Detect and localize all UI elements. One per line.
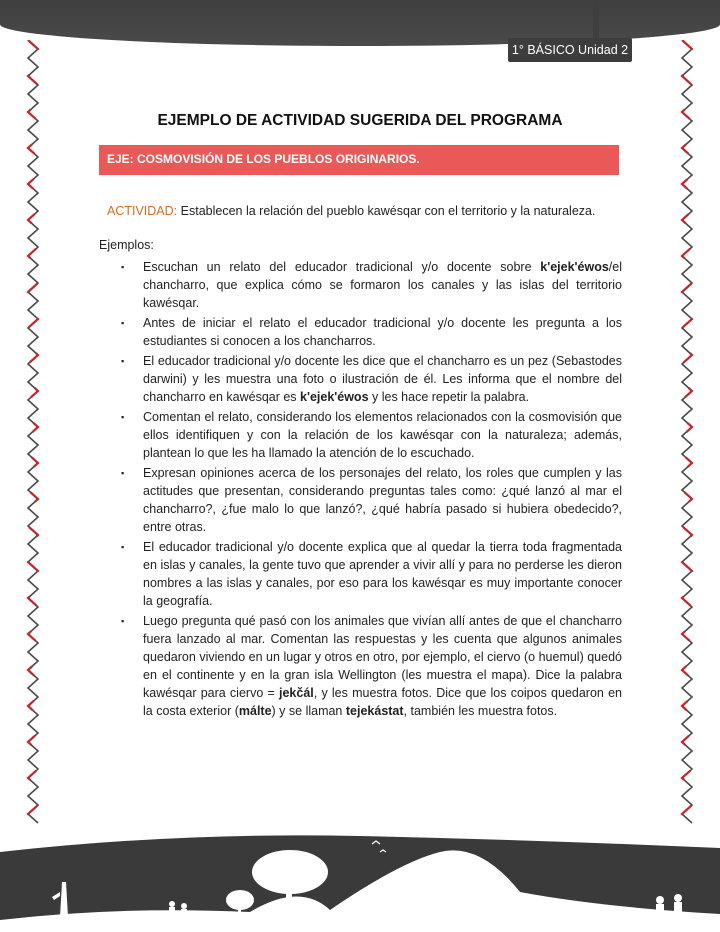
bullet-text: Luego pregunta qué pasó con los animales que vivían allí antes de que el chancharro fuera lanzado al mar. Comentan las respuestas y les cuenta que algunos animales quedaron viviendo en un lugar y otros en otro, por ejemplo, el ciervo (o huemul) quedó en el continente y en la gran isla Wellington (les muestra el mapa). Dice la palabra kawésqar para ciervo = <box>143 614 622 700</box>
unit-badge-stem <box>593 0 599 38</box>
bullet-text: y les hace repetir la palabra. <box>368 390 530 404</box>
left-decorative-border <box>26 40 40 830</box>
bullet-text: Expresan opiniones acerca de los personajes del relato, los roles que cumplen y las actitudes que presentan, considerando preguntas tales como: ¿qué lanzó al mar el chancharro?, ¿fue malo lo que lanzó?, ¿qué habría pasado si hubiera obedecido?, entre otras. <box>143 466 622 534</box>
list-item <box>99 258 622 312</box>
activity-label: ACTIVIDAD: <box>107 204 178 218</box>
bold-term: málte <box>238 704 272 718</box>
axis-bar: EJE: COSMOVISIÓN DE LOS PUEBLOS ORIGINARIOS. <box>99 145 619 175</box>
bold-term: tejekástat <box>345 704 404 718</box>
activity-text: Establecen la relación del pueblo kawésqar con el territorio y la naturaleza. <box>177 204 596 218</box>
bold-term: jekčál <box>279 686 314 700</box>
examples-list <box>99 258 622 722</box>
bullet-text: , y les muestra fotos. Dice que los coipos quedaron en la costa exterior ( <box>143 686 622 718</box>
bullet-marker-icon: ▪ <box>121 468 125 478</box>
bullet-text: , también les muestra fotos. <box>403 704 558 718</box>
bullet-text: Escuchan un relato del educador tradicional y/o docente sobre <box>143 260 541 274</box>
list-item <box>99 612 622 720</box>
bullet-marker-icon: ▪ <box>121 616 125 626</box>
page-title: EJEMPLO DE ACTIVIDAD SUGERIDA DEL PROGRAMA <box>157 112 563 129</box>
landscape-silhouette <box>0 822 720 932</box>
bullet-marker-icon: ▪ <box>121 412 125 422</box>
list-item <box>99 352 622 406</box>
unit-badge: 1° BÁSICO Unidad 2 <box>508 38 632 62</box>
bold-term: k'ejek'éwos <box>300 390 369 404</box>
bullet-text: /el chancharro, que explica cómo se formaron los canales y las islas del territorio kawésqar. <box>143 260 622 310</box>
list-item <box>99 408 622 462</box>
bullet-text: El educador tradicional y/o docente les dice que el chancharro es un pez (Sebastodes darwini) y les muestra una foto o ilustración de él. Les informa que el nombre del chancharro en kawésqar es <box>143 354 622 404</box>
list-item <box>99 464 622 536</box>
list-item <box>99 314 622 350</box>
bullet-text: Comentan el relato, considerando los elementos relacionados con la cosmovisión que ellos identifiquen y con la relación de los kawésqar con la naturaleza; además, plantean lo que les ha llamado la atención de lo escuchado. <box>143 410 622 460</box>
bullet-marker-icon: ▪ <box>121 262 125 272</box>
list-item <box>99 538 622 610</box>
examples-label: Ejemplos: <box>99 238 154 252</box>
bullet-text: El educador tradicional y/o docente explica que al quedar la tierra toda fragmentada en islas y canales, la gente tuvo que aprender a vivir allí y para no perderse les dieron nombres a las islas y canales, por eso para los kawésqar es muy importante conocer la geografía. <box>143 540 622 608</box>
bullet-marker-icon: ▪ <box>121 318 125 328</box>
bullet-text: Antes de iniciar el relato el educador tradicional y/o docente les pregunta a los estudiantes si conocen a los chancharros. <box>143 316 622 348</box>
right-decorative-border <box>680 40 694 830</box>
activity-statement <box>107 203 627 219</box>
bullet-marker-icon: ▪ <box>121 542 125 552</box>
bold-term: k'ejek'éwos <box>540 260 609 274</box>
bullet-text: ) y se llaman <box>271 704 346 718</box>
bullet-marker-icon: ▪ <box>121 356 125 366</box>
